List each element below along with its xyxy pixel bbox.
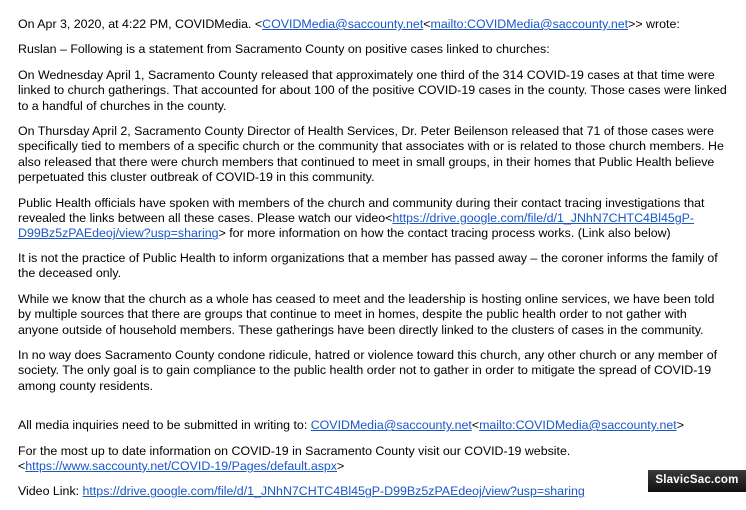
media-mailto-link[interactable]: mailto:COVIDMedia@saccounty.net: [479, 418, 677, 433]
website-line: [18, 444, 730, 475]
sender-email-link[interactable]: COVIDMedia@saccounty.net: [262, 17, 424, 31]
media-email-link[interactable]: COVIDMedia@saccounty.net: [310, 418, 472, 433]
email-body: [18, 17, 730, 510]
email-header-line: [18, 17, 730, 32]
contact-tracing-text: Public Health officials have spoken with members of the church and community during their contact tracing investigations that revealed the links between all these cases. Please watch our video<: [18, 195, 705, 226]
sender-mailto-link[interactable]: mailto:COVIDMedia@saccounty.net: [430, 17, 629, 31]
paragraph-condone: In no way does Sacramento County condone ridicule, hatred or violence toward this church, any other church or any member of society. The only goal is to gain compliance to the public health order not to gather in order to mitigate the spread of COVID-19 among county residents.: [18, 347, 718, 393]
contact-tracing-text-after: > for more information on how the contact tracing process works. (Link also below): [218, 226, 671, 241]
paragraph-home-gatherings: While we know that the church as a whole has ceased to meet and the leadership is hosting online services, we have been told by multiple sources that there are groups that continue to meet in homes, despite the public health order to not gather with anyone outside of household members. These gatherings have been directly linked to the clusters of cases in the community.: [18, 291, 715, 337]
website-link[interactable]: https://www.saccounty.net/COVID-19/Pages/default.aspx: [25, 458, 338, 473]
video-link-label: Video Link:: [18, 484, 83, 499]
media-text: All media inquiries need to be submitted in writing to:: [18, 418, 311, 433]
video-link-inline[interactable]: https://drive.google.com/file/d/1_JNhN7CHTC4Bl45gP-D99Bz5zPAEdeoj/view?usp=sharing: [18, 211, 695, 241]
paragraph-april-1: On Wednesday April 1, Sacramento County released that approximately one third of the 314 COVID-19 cases at that time were linked to church gatherings. That accounted for about 100 of the positive COVID-19 cases in the county. Those cases were linked to a handful of churches in the county.: [18, 67, 727, 113]
paragraph-april-2: On Thursday April 2, Sacramento County Director of Health Services, Dr. Peter Beilenson released that 71 of those cases were specifically tied to members of a specific church or the community that associates with or is related to those church members. He also released that there were church members that continued to meet in small groups, in their homes that Public Health believe perpetuated this cluster outbreak of COVID-19 in this community.: [18, 124, 724, 185]
header-lt: <: [423, 17, 431, 31]
video-link-line: [18, 484, 730, 499]
paragraph-contact-tracing: [18, 196, 730, 242]
header-prefix: On Apr 3, 2020, at 4:22 PM, COVIDMedia. <: [18, 17, 263, 31]
media-inquiries-line: [18, 418, 730, 433]
paragraph-coroner: It is not the practice of Public Health to inform organizations that a member has passed away – the coroner informs the family of the deceased only.: [18, 250, 718, 281]
website-gt: >: [337, 458, 345, 473]
website-text: For the most up to date information on COVID-19 in Sacramento County visit our COVID-19 website.<: [18, 443, 571, 473]
watermark: SlavicSac.com: [648, 470, 746, 492]
media-gt: >: [676, 418, 684, 433]
greeting: Ruslan – Following is a statement from Sacramento County on positive cases linked to churches:: [18, 42, 550, 57]
header-suffix: >> wrote:: [628, 17, 680, 31]
media-lt: <: [471, 418, 480, 433]
video-link[interactable]: https://drive.google.com/file/d/1_JNhN7CHTC4Bl45gP-D99Bz5zPAEdeoj/view?usp=sharing: [82, 484, 585, 499]
